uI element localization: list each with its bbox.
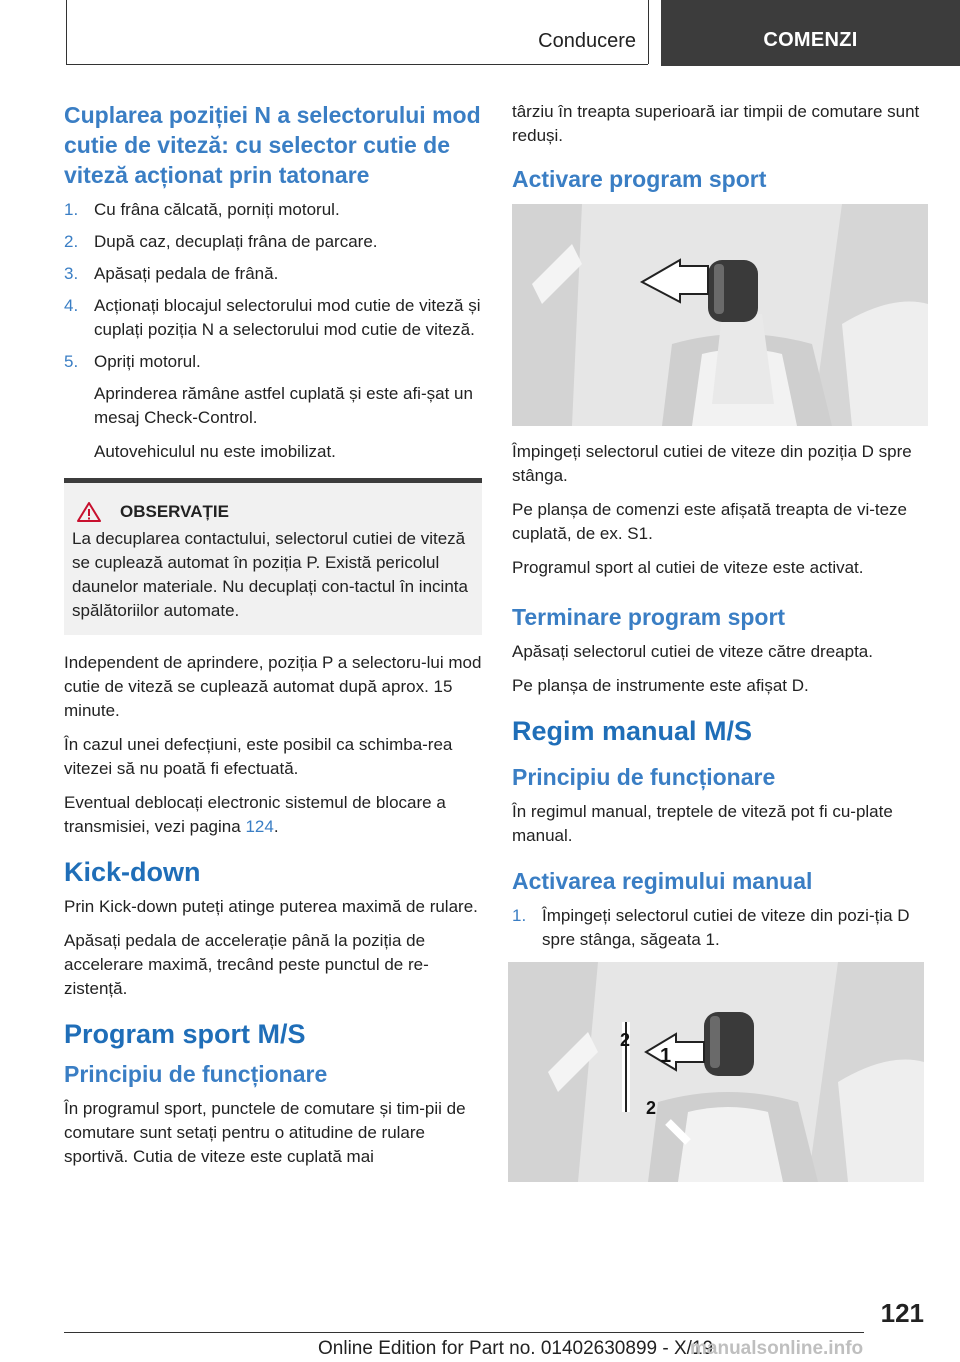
paragraph: Pe planșa de comenzi este afișată treapta de vi-teze cuplată, de ex. S1.: [512, 500, 908, 543]
note-box: [64, 478, 482, 635]
watermark-text: manualsonline.info: [690, 1338, 864, 1359]
heading-activare-sport: Activare program sport: [512, 166, 767, 192]
paragraph: Programul sport al cutiei de viteze este activat.: [512, 558, 864, 577]
paragraph: Pe planșa de instrumente este afișat D.: [512, 676, 809, 695]
list-item: [64, 294, 482, 342]
warning-icon: [76, 501, 102, 523]
paragraph-text: Eventual deblocați electronic sistemul de blocare a transmisiei, vezi pagina: [64, 793, 446, 836]
note-header: [72, 501, 472, 523]
step-text: Împingeți selectorul cutiei de viteze din pozi-ția D spre stânga, săgeata 1.: [542, 906, 910, 949]
manual-mode-figure: [508, 962, 924, 1182]
arrow-label: 2: [646, 1098, 657, 1118]
paragraph: În regimul manual, treptele de viteză pot fi cu-plate manual.: [512, 802, 893, 845]
manual-mode-illustration: [508, 962, 924, 1182]
step-text: Cu frâna călcată, porniți motorul.: [94, 200, 340, 219]
paragraph: În cazul unei defecțiuni, este posibil ca schimba-rea vitezei să nu poată fi efectuată.: [64, 735, 453, 778]
step-text: Apăsați pedala de frână.: [94, 264, 279, 283]
paragraph-text: .: [273, 817, 279, 836]
gear-selector-figure: [512, 204, 928, 426]
step-number: 1.: [512, 906, 527, 925]
page-header: [0, 0, 960, 66]
heading-activarea-manual: Activarea regimului manual: [512, 868, 813, 894]
arrow-label: 2: [620, 1030, 631, 1050]
step5-detail: Autovehiculul nu este imobilizat.: [94, 442, 336, 461]
steps-list: [512, 904, 932, 952]
heading-cuplare: Cuplarea poziției N a selectorului mod cutie de viteză: cu selector cutie de viteză acționat prin tatonare: [64, 102, 481, 188]
paragraph: târziu în treapta superioară iar timpii de comutare sunt reduși.: [512, 102, 920, 145]
chapter-tab[interactable]: COMENZI: [661, 0, 960, 66]
header-divider: [66, 0, 67, 64]
gear-selector-illustration: [512, 204, 928, 426]
step-text: Acționați blocajul selectorului mod cutie de viteză și cuplați poziția N a selectorului mod cutie de viteză.: [94, 296, 481, 339]
step-number: 4.: [64, 296, 79, 315]
list-item: [64, 230, 482, 254]
step-number: 3.: [64, 264, 79, 283]
left-column: [64, 100, 482, 1179]
footer-divider: [64, 1332, 864, 1333]
heading-kickdown: Kick-down: [64, 857, 201, 887]
section-title: Conducere: [538, 30, 636, 52]
heading-program-sport: Program sport M/S: [64, 1019, 306, 1049]
step-number: 2.: [64, 232, 79, 251]
page-number: 121: [880, 1298, 924, 1328]
page-link[interactable]: 124: [245, 817, 274, 836]
step-text: Opriți motorul.: [94, 352, 201, 371]
step-number: 1.: [64, 200, 79, 219]
right-column: [512, 100, 932, 1196]
note-title: OBSERVAȚIE: [120, 502, 229, 521]
list-item: [512, 904, 932, 952]
heading-terminare: Terminare program sport: [512, 604, 786, 630]
heading-regim-manual: Regim manual M/S: [512, 716, 753, 746]
header-divider: [66, 64, 648, 65]
paragraph: Împingeți selectorul cutiei de viteze din poziția D spre stânga.: [512, 442, 912, 485]
header-divider: [648, 0, 649, 64]
arrow-label: 1: [660, 1045, 672, 1067]
paragraph: Apăsați pedala de accelerație până la poziția de accelerare maximă, trecând peste punctul de re-zistență.: [64, 931, 429, 998]
steps-list: [64, 198, 482, 374]
heading-principiu: Principiu de funcționare: [64, 1061, 328, 1087]
list-item: [64, 198, 482, 222]
step-text: După caz, decuplați frâna de parcare.: [94, 232, 378, 251]
list-item: [64, 262, 482, 286]
heading-principiu-manual: Principiu de funcționare: [512, 764, 776, 790]
paragraph: În programul sport, punctele de comutare și tim-pii de comutare sunt setați pentru o atitudine de rulare sportivă. Cutia de viteze este cuplată mai: [64, 1099, 466, 1166]
note-text: La decuplarea contactului, selectorul cutiei de viteză se cuplează automat în poziția P. Există pericolul daunelor materiale. Nu decuplați con-tactul în incinta spălătoriilor automate.: [72, 529, 468, 620]
paragraph: Prin Kick-down puteți atinge puterea maximă de rulare.: [64, 897, 478, 916]
list-item: [64, 350, 482, 374]
paragraph: Apăsați selectorul cutiei de viteze către dreapta.: [512, 642, 873, 661]
step-number: 5.: [64, 352, 79, 371]
paragraph: [64, 791, 482, 839]
edition-text: Online Edition for Part no. 01402630899 - X/19: [318, 1338, 714, 1359]
step5-detail: Aprinderea rămâne astfel cuplată și este afi-șat un mesaj Check-Control.: [94, 384, 473, 427]
paragraph: Independent de aprindere, poziția P a selectoru-lui mod cutie de viteză se cuplează automat după aprox. 15 minute.: [64, 653, 482, 720]
